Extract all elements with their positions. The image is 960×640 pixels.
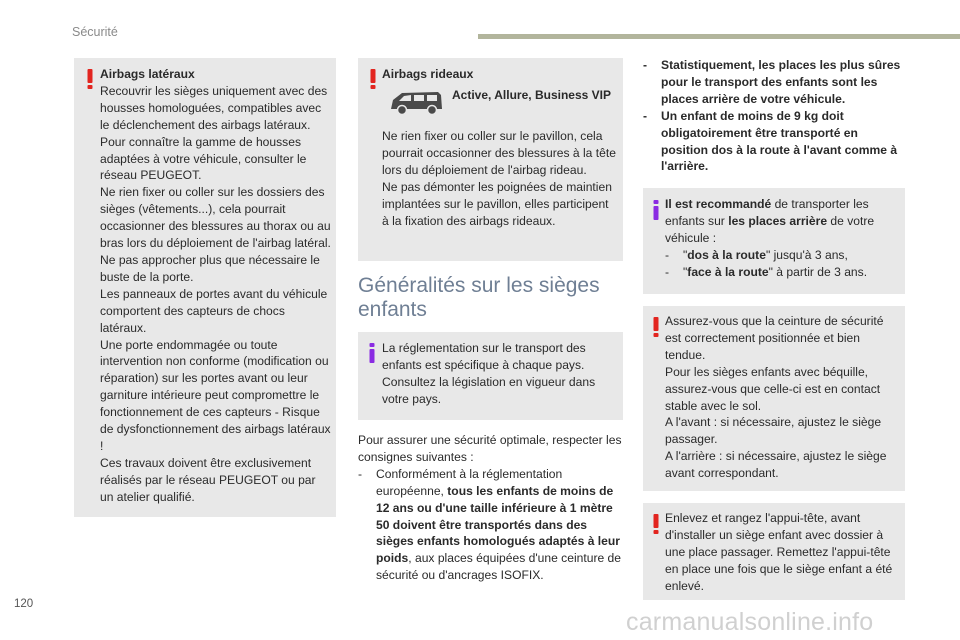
page-number: 120 <box>14 598 34 610</box>
info-icon <box>368 342 376 364</box>
version-name: Allure <box>494 88 529 102</box>
recommendation-item-rest: " jusqu'à 3 ans, <box>765 247 848 262</box>
safety-item-bold: tous les enfants de moins de 12 ans ou d'une taille inférieure à 1 mètre 50 doivent être transportés dans des sièges enfants homologués adaptés à leur poids <box>376 483 620 566</box>
recommendation-item-bold: face à la route <box>687 264 769 279</box>
side-airbags-line: Ne pas approcher plus que nécessaire le buste de la porte. <box>100 252 320 284</box>
header-rule <box>478 34 960 39</box>
section-header-title: Sécurité <box>72 25 118 39</box>
curtain-airbags-content <box>382 128 618 229</box>
version-separator: , <box>528 88 535 102</box>
side-airbags-line: Pour connaître la gamme de housses adaptées à votre véhicule, consulter le réseau PEUGEOT. <box>100 134 307 183</box>
list-dash: - <box>665 247 670 262</box>
recommendation-text: de transporter les enfants sur <box>665 197 869 228</box>
side-airbags-line: Ces travaux doivent être exclusivement réalisés par le réseau PEUGEOT ou par un atelier qualifié. <box>100 455 316 504</box>
quote-mark: " <box>683 264 688 279</box>
headrest-warning-text: Enlevez et rangez l'appui-tête, avant d'installer un siège enfant avec dossier à une place passager. Remettez l'appui-tête en place une fois que le siège enfant a été enlevé. <box>665 511 893 593</box>
list-dash: - <box>643 58 648 72</box>
list-item <box>643 57 905 108</box>
side-airbags-line: Une porte endommagée ou toute intervention non conforme (modification ou réparation) sur les portes avant ou leur garniture intérieure peut compromettre le fonctionnement de ces capteurs - Risque de dysfonctionnement des airbags latéraux ! <box>100 337 331 453</box>
exclamation-warning-icon <box>651 316 661 338</box>
seatbelt-warning-box <box>643 306 905 491</box>
recommendation-bold: les places arrière <box>728 213 828 228</box>
version-separator: , <box>488 88 495 102</box>
exclamation-warning-icon <box>651 513 661 535</box>
right-bold-list <box>643 57 905 175</box>
side-airbags-title: Airbags latéraux <box>100 67 195 81</box>
info-icon <box>652 199 660 221</box>
version-name: Active <box>452 88 489 102</box>
safety-item-prefix: Conformément à la réglementation européenne, <box>376 466 563 498</box>
side-airbags-content <box>100 66 332 506</box>
vehicle-versions <box>452 87 611 104</box>
quote-mark: " <box>683 247 688 262</box>
curtain-airbags-title: Airbags rideaux <box>382 67 474 81</box>
list-item-text: Un enfant de moins de 9 kg doit obligatoirement être transporté en position dos à la route à l'avant comme à l'arrière. <box>661 108 898 174</box>
van-icon <box>388 88 444 118</box>
recommendation-item-rest: " à partir de 3 ans. <box>768 264 868 279</box>
regulation-info-box <box>358 332 623 420</box>
list-item-text: Statistiquement, les places les plus sûres pour le transport des enfants sont les places arrière de votre véhicule. <box>661 58 901 106</box>
list-dash: - <box>643 108 648 123</box>
curtain-airbags-line: Ne rien fixer ou coller sur le pavillon, cela pourrait occasionner des blessures à la tête lors du déploiement de l'airbag rideau. <box>382 129 616 177</box>
list-item <box>665 247 900 264</box>
recommendation-bold: Il est recommandé <box>665 197 772 211</box>
exclamation-warning-icon <box>85 68 95 90</box>
safety-item-suffix: , aux places équipées d'une ceinture de sécurité ou d'ancrages ISOFIX. <box>376 551 622 583</box>
list-dash: - <box>665 264 670 279</box>
seatbelt-warning-line: Assurez-vous que la ceinture de sécurité est correctement positionnée et bien tendue. <box>665 314 884 362</box>
seatbelt-warning-line: A l'avant : si nécessaire, ajustez le siège passager. <box>665 415 882 447</box>
seatbelt-warning-content <box>665 313 900 482</box>
safety-instructions <box>358 432 626 584</box>
list-item <box>665 264 900 281</box>
side-airbags-line: Ne rien fixer ou coller sur les dossiers des sièges (vêtements...), cela pourrait occasionner des blessures au thorax ou au bras lors du déploiement de l'airbag latéral. <box>100 185 331 251</box>
side-airbags-line: Les panneaux de portes avant du véhicule comportent des capteurs de chocs latéraux. <box>100 286 328 335</box>
list-item <box>643 108 905 176</box>
curtain-airbags-line: Ne pas démonter les poignées de maintien implantées sur le pavillon, elles participent à la fixation des airbags rideaux. <box>382 179 612 228</box>
safety-intro: Pour assurer une sécurité optimale, respecter les consignes suivantes : <box>358 433 622 464</box>
recommendation-text: de votre véhicule : <box>665 213 875 245</box>
side-airbags-line: Recouvrir les sièges uniquement avec des housses homologuées, compatibles avec le déclenchement des airbags latéraux. <box>100 83 328 132</box>
recommendation-content <box>665 196 900 281</box>
headrest-warning-box <box>643 503 905 600</box>
list-dash: - <box>358 466 363 481</box>
regulation-info-text: La réglementation sur le transport des enfants est spécifique à chaque pays. Consultez la législation en vigueur dans votre pays. <box>382 341 596 406</box>
exclamation-warning-icon <box>368 68 378 90</box>
side-airbags-warning-box <box>74 58 336 517</box>
watermark-text: carmanualsonline.info <box>626 608 874 636</box>
section-title: Généralités sur les sièges enfants <box>358 274 600 321</box>
curtain-airbags-warning-box <box>358 58 623 261</box>
seatbelt-warning-line: A l'arrière : si nécessaire, ajustez le siège avant correspondant. <box>665 449 887 481</box>
recommendation-info-box <box>643 188 905 294</box>
version-name: Business VIP <box>534 88 611 102</box>
seatbelt-warning-line: Pour les sièges enfants avec béquille, assurez-vous que celle-ci est en contact stable avec le sol. <box>665 364 881 413</box>
list-item <box>358 466 626 584</box>
recommendation-item-bold: dos à la route <box>687 247 766 262</box>
